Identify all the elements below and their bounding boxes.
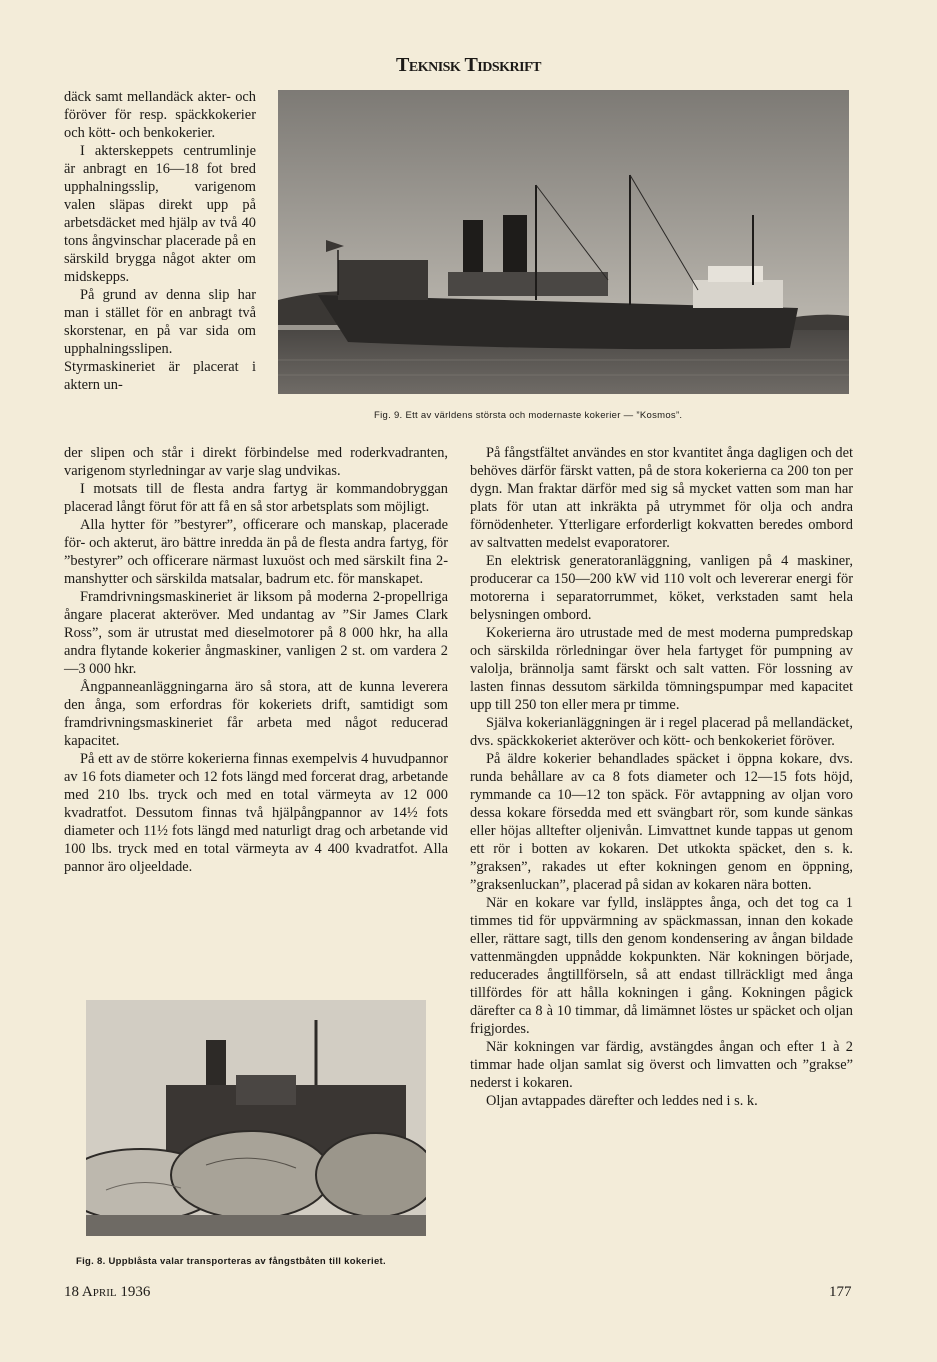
paragraph: Framdrivningsmaskineriet är liksom på moderna 2-propellriga ångare placerat akteröver. Med undantag av ”Sir James Clark Ross”, som är utrustat med dieselmotorer på 8 000 hkr, ha alla andra flytande kokerier ångmaskiner, vanligen 2 st. om vardera 2—3 000 hkr. (64, 589, 448, 677)
left-wide-column (64, 444, 448, 876)
paragraph: der slipen och står i direkt förbindelse med roderkvadranten, varigenom styrledningar av varje slag undvikas. (64, 445, 448, 479)
paragraph: I akterskeppets centrumlinje är anbragt en 16—18 fot bred upphalningsslip, varigenom valen släpas direkt upp på arbetsdäcket med hjälp av två 40 tons ångvinschar placerade på en särskild brygga något akter om midskepps. (64, 143, 256, 285)
paragraph: Alla hytter för ”bestyrer”, officerare och manskap, placerade för- och akterut, äro bättre inredda än på de flesta andra fartyg, för ”bestyrer” och officerare närmast luxuöst och med särskilt fina 2-manshytter och särskilda matsalar, badrum etc. för manskapet. (64, 517, 448, 587)
paragraph: En elektrisk generatoranläggning, vanligen på 4 maskiner, producerar ca 150—200 kW vid 110 volt och levererar energi för motorerna i separatorrummet, köket, verkstaden samt hela belysningen ombord. (470, 553, 853, 623)
whales-photo-illustration (86, 1000, 426, 1236)
whales-photo (86, 1000, 426, 1236)
paragraph: Ångpanneanläggningarna äro så stora, att de kunna leverera den ånga, som erfordras för kokeriets drift, samtidigt som framdrivningsmaskineriet får arbeta med något reducerad kapacitet. (64, 679, 448, 749)
paragraph: Själva kokerianläggningen är i regel placerad på mellandäcket, dvs. späckkokeriet akteröver och kött- och benkokeriet föröver. (470, 715, 853, 749)
paragraph: I motsats till de flesta andra fartyg är kommandobryggan placerad långt förut för att få en så stor arbetsplats som möjligt. (64, 481, 448, 515)
left-narrow-column (64, 88, 256, 394)
footer-date: 18 April 1936 (64, 1284, 151, 1300)
paragraph: däck samt mellandäck akter- och föröver för resp. späckkokerier och kött- och benkokerier. (64, 89, 256, 141)
ship-photo-illustration (278, 90, 849, 394)
ship-photo (278, 90, 849, 394)
figure-8-caption: Fig. 8. Uppblåsta valar transporteras av fångstbåten till kokeriet. (76, 1256, 386, 1267)
paragraph: På ett av de större kokerierna finnas exempelvis 4 huvudpannor av 16 fots diameter och 12 fots längd med forcerat drag, arbetande med 210 lbs. tryck och med en total värmeyta av 12 000 kvadratfot. Dessutom finnas två hjälpångpannor av 14½ fots diameter och 11½ fots längd med naturligt drag och arbetande vid 100 lbs. tryck med en total värmeyta av 4 400 kvadratfot. Alla pannor äro oljeeldade. (64, 751, 448, 875)
paragraph: När kokningen var färdig, avstängdes ångan och efter 1 à 2 timmar hade oljan samlat sig överst och limvatten och ”grakse” nederst i kokaren. (470, 1039, 853, 1091)
page-header-title: Teknisk Tidskrift (396, 54, 541, 76)
footer-page-number: 177 (829, 1284, 852, 1300)
paragraph: På fångstfältet användes en stor kvantitet ånga dagligen och det behöves därför färskt vatten, på de stora kokerierna ca 200 ton per dygn. Man fraktar därför med sig så mycket vatten som man har plats för utan att inkräkta på utrymmet för olja och andra förnödenheter. Ytterligare erforderligt kokvatten beredes ombord av saltvatten medelst evaporatorer. (470, 445, 853, 551)
right-column (470, 444, 853, 1110)
paragraph: Oljan avtappades därefter och leddes ned i s. k. (486, 1093, 758, 1109)
paragraph: På äldre kokerier behandlades späcket i öppna kokare, dvs. runda behållare av ca 8 fots diameter och 12—15 fots höjd, rymmande ca 10—12 ton späck. För avtappning av oljan voro dessa kokare försedda med ett svängbart rör, som kunde sänkas eller höjas alltefter oljenivån. Limvattnet kunde tappas ut genom ett rör i botten av kokaren. Det utkokta späcket, den s. k. ”graksen”, rakades ut efter kokningen genom en öppning, ”graksenluckan”, placerad på sidan av kokaren nära botten. (470, 751, 853, 893)
paragraph: På grund av denna slip har man i stället för en anbragt två skorstenar, en på var sida om upphalningsslipen. Styrmaskineriet är placerat i aktern un- (64, 287, 256, 393)
paragraph: Kokerierna äro utrustade med de mest moderna pumpredskap och särskilda rörledningar över hela fartyget för pumpning av valolja, brännolja samt färskt och salt vatten. För lossning av lasten finnas dessutom särkilda tömningspumpar med kapacitet upp till 250 ton eller mera pr timme. (470, 625, 853, 713)
figure-9-caption: Fig. 9. Ett av världens största och modernaste kokerier — ”Kosmos”. (374, 410, 683, 421)
paragraph: När en kokare var fylld, insläpptes ånga, och det tog ca 1 timmes tid för uppvärmning av späckmassan, innan den kokade eller, rättare sagt, tills den genom kondensering av ångan bildade vattenmängden uppnådde kokpunkten. När kokningen började, reducerades ångtillförseln, så att endast tillräckligt med ånga tillfördes för att hålla kokningen i gång. Kokningen pågick därefter ca 8 à 10 timmar, då limämnet löstes ur späcket och oljan frigjordes. (470, 895, 853, 1037)
